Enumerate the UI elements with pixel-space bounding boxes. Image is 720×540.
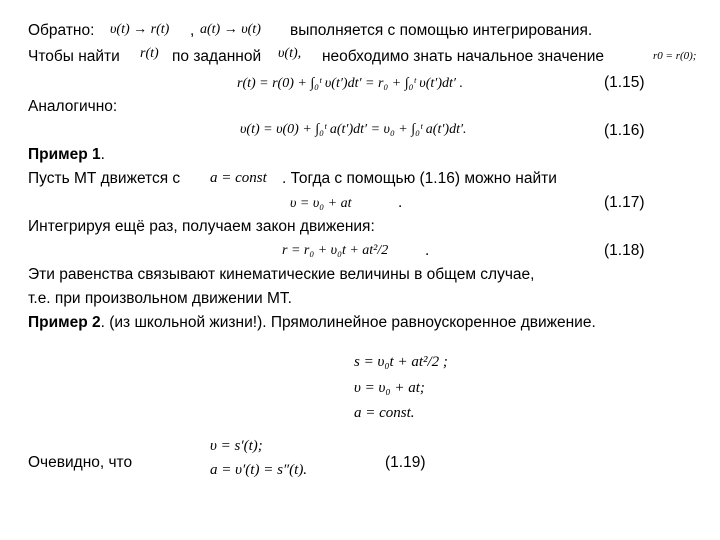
system-2-line-2: a = υ′(t) = s″(t). xyxy=(210,462,308,478)
text-given: по заданной xyxy=(172,48,262,65)
equation-1-16: υ(t) = υ(0) + ∫₀ᵗ a(t′)dt′ = υ₀ + ∫₀ᵗ a(t′)dt′. xyxy=(240,122,467,137)
text-integration: выполняется с помощью интегрирования. xyxy=(290,22,593,39)
formula-r0: r0 = r(0); xyxy=(653,50,697,62)
equation-number-1-19: (1.19) xyxy=(385,454,426,471)
formula-v-to-r: υ(t) → r(t) xyxy=(110,22,170,37)
equation-1-18-dot: . xyxy=(425,242,430,259)
text-analogous: Аналогично: xyxy=(28,98,118,115)
example-1-dot: . xyxy=(100,146,105,163)
example-1-bold: Пример 1 xyxy=(28,146,101,163)
example-1-heading xyxy=(28,146,105,164)
text-arbitrary-motion: т.е. при произвольном движении МТ. xyxy=(28,290,292,307)
text-to-find: Чтобы найти xyxy=(28,48,120,65)
formula-v-t: υ(t), xyxy=(278,46,302,61)
text-these-equalities: Эти равенства связывают кинематические величины в общем случае, xyxy=(28,266,535,283)
text-let-move: Пусть МТ движется с xyxy=(28,170,181,187)
system-1-line-3: a = const. xyxy=(354,405,415,421)
equation-1-15: r(t) = r(0) + ∫₀ᵗ υ(t′)dt′ = r₀ + ∫₀ᵗ υ(t′)dt′ . xyxy=(237,76,463,91)
formula-a-const: a = const xyxy=(210,170,267,186)
text-obviously: Очевидно, что xyxy=(28,454,133,471)
text-comma: , xyxy=(190,22,195,39)
formula-r-t: r(t) xyxy=(140,46,159,61)
text-integrating-again: Интегрируя ещё раз, получаем закон движения: xyxy=(28,218,375,235)
text-reverse: Обратно: xyxy=(28,22,95,39)
equation-number-1-18: (1.18) xyxy=(604,242,645,259)
equation-1-17: υ = υ₀ + at xyxy=(290,196,352,211)
system-1-line-2: υ = υ₀ + at; xyxy=(354,380,425,396)
equation-1-18: r = r₀ + υ₀t + at²/2 xyxy=(282,243,389,258)
example-2-heading xyxy=(28,314,596,332)
equation-1-17-dot: . xyxy=(398,194,403,211)
equation-number-1-17: (1.17) xyxy=(604,194,645,211)
example-2-text: . (из школьной жизни!). Прямолинейное равноускоренное движение. xyxy=(100,314,596,331)
example-2-bold: Пример 2 xyxy=(28,314,101,331)
equation-number-1-16: (1.16) xyxy=(604,122,645,139)
system-2-line-1: υ = s′(t); xyxy=(210,438,263,454)
formula-a-to-v: a(t) → υ(t) xyxy=(200,22,261,37)
text-initial-value: необходимо знать начальное значение xyxy=(322,48,604,65)
equation-number-1-15: (1.15) xyxy=(604,74,645,91)
system-1-line-1: s = υ₀t + at²/2 ; xyxy=(354,354,448,370)
text-then-find: . Тогда с помощью (1.16) можно найти xyxy=(282,170,557,187)
